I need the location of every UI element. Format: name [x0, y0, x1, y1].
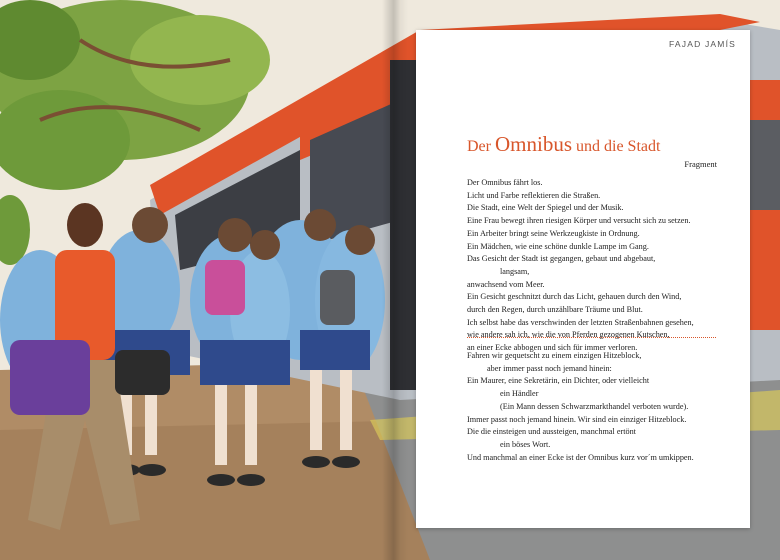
poem-line: Eine Frau bewegt ihren riesigen Körper und versucht sich zu setzen. [467, 216, 691, 226]
poem-line: Und manchmal an einer Ecke ist der Omnibus kurz vor´m umkippen. [467, 452, 694, 462]
poem-line: Der Omnibus fährt los. [467, 178, 543, 187]
poem-line: ein Händler [500, 389, 539, 399]
poem-line: Ein Arbeiter bringt seine Werkzeugkiste in Ordnung. [467, 228, 640, 238]
poem-line: anwachsend vom Meer. [467, 279, 545, 289]
poem-line: Die die einsteigen und aussteigen, manchmal ertönt [467, 427, 636, 437]
poem-line: Ein Gesicht geschnitzt durch das Licht, gehauen durch den Wind, [467, 292, 682, 302]
poem-line: Licht und Farbe reflektieren die Straßen. [467, 190, 601, 200]
poem-subtitle: Fragment [684, 159, 717, 169]
poem-line: Ein Maurer, eine Sekretärin, ein Dichter, oder vielleicht [467, 376, 650, 386]
poem-line: Ich selbst habe das verschwinden der letzten Straßenbahnen gesehen, [467, 317, 694, 327]
poem-line: Die Stadt, eine Welt der Spiegel und der Musik. [467, 203, 624, 213]
title-suffix: und die Stadt [572, 138, 661, 155]
poem-line: durch den Regen, durch unzählbare Träume und Blut. [467, 305, 643, 315]
poem-line: (Ein Mann dessen Schwarzmarkthandel verboten wurde). [500, 401, 689, 411]
poem-line: Fahren wir gequetscht zu einem einzigen Hitzeblock, [467, 351, 642, 360]
poem-line: aber immer passt noch jemand hinein: [487, 363, 612, 373]
poem-line: an einer Ecke abbogen und sich für immer verloren. [467, 343, 638, 353]
stanza-2 [467, 350, 694, 464]
poem-line: Immer passt noch jemand hinein. Wir sind ein einziger Hitzeblock. [467, 414, 687, 424]
poem-line: Das Gesicht der Stadt ist gegangen, gebaut und abgebaut, [467, 254, 656, 264]
poem-line: ein böses Wort. [500, 439, 551, 449]
book-gutter [382, 0, 408, 560]
stanza-1 [467, 177, 694, 355]
poem-line: Ein Mädchen, wie eine schöne dunkle Lampe im Gang. [467, 241, 649, 251]
poem-line: langsam, [500, 266, 530, 276]
title-prefix: Der [467, 138, 495, 155]
poem-page [416, 30, 750, 528]
title-omnibus: Omnibus [494, 132, 572, 156]
author-header: FAJAD JAMÍS [668, 39, 736, 49]
poem-title [467, 132, 660, 157]
poem-line: wie andere sah ich, wie die von Pferden gezogenen Kutschen, [467, 330, 670, 340]
dotted-divider [467, 337, 716, 338]
